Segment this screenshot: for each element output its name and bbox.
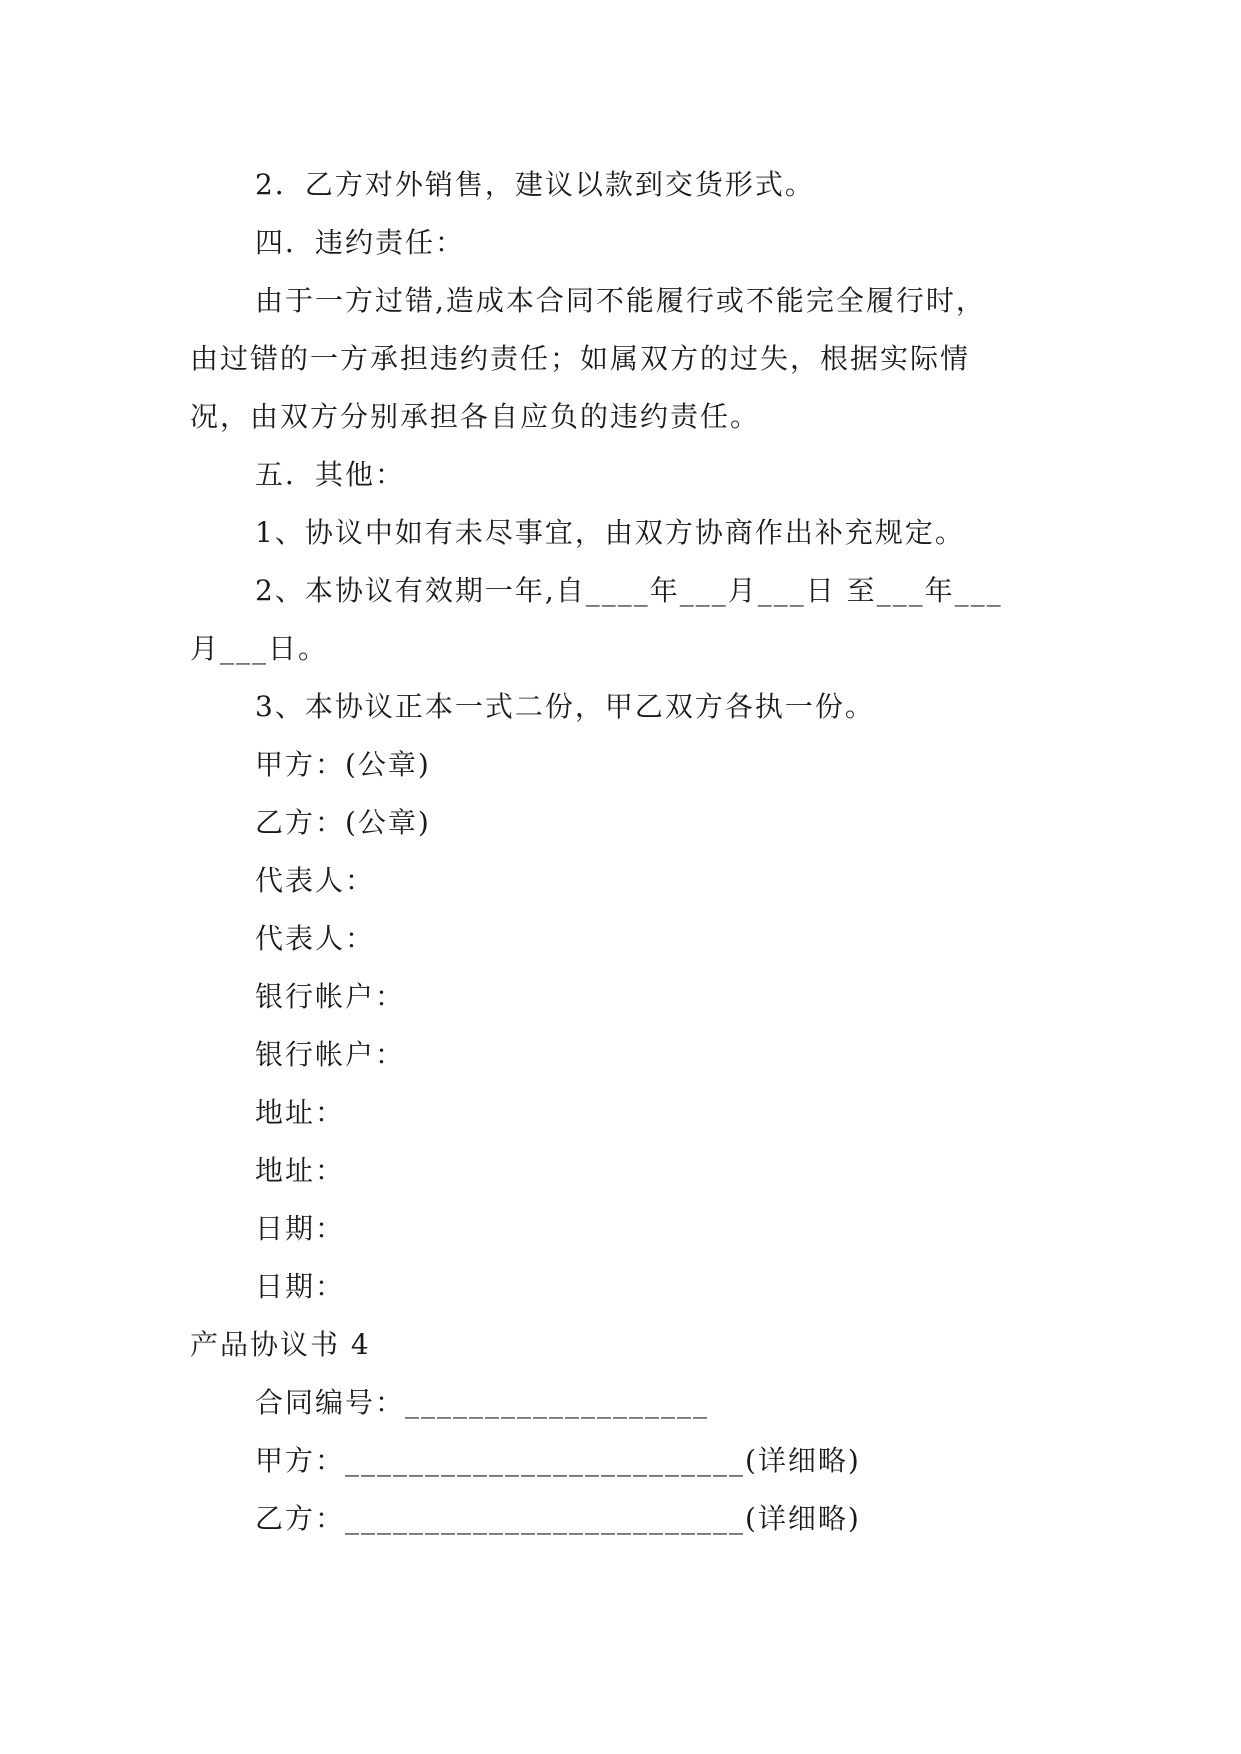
date-a: 日期： bbox=[255, 1212, 346, 1245]
section-4-paragraph-line-2: 由过错的一方承担违约责任；如属双方的过失，根据实际情 bbox=[190, 342, 971, 375]
representative-b: 代表人： bbox=[255, 922, 376, 955]
party-a-seal: 甲方：(公章) bbox=[255, 748, 431, 781]
section-4-paragraph-line-3: 况，由双方分别承担各自应负的违约责任。 bbox=[190, 400, 761, 433]
section-4-paragraph-line-1: 由于一方过错,造成本合同不能履行或不能完全履行时， bbox=[255, 284, 986, 317]
section-5-item-3: 3、本协议正本一式二份，甲乙双方各执一份。 bbox=[255, 690, 875, 723]
address-b: 地址： bbox=[255, 1154, 346, 1187]
address-a: 地址： bbox=[255, 1096, 346, 1129]
party-b-field: 乙方：_________________________(详细略) bbox=[255, 1502, 861, 1535]
date-b: 日期： bbox=[255, 1270, 346, 1303]
section-5-heading: 五．其他： bbox=[255, 458, 406, 491]
bank-account-a: 银行帐户： bbox=[255, 980, 406, 1013]
party-b-seal: 乙方：(公章) bbox=[255, 806, 431, 839]
section-5-item-2-line-2: 月___日。 bbox=[190, 632, 329, 665]
section-5-item-1: 1、协议中如有未尽事宜，由双方协商作出补充规定。 bbox=[255, 516, 965, 549]
section-4-heading: 四．违约责任： bbox=[255, 226, 466, 259]
contract-number: 合同编号：___________________ bbox=[255, 1386, 710, 1419]
clause-3-item-2: 2．乙方对外销售，建议以款到交货形式。 bbox=[255, 168, 815, 201]
bank-account-b: 银行帐户： bbox=[255, 1038, 406, 1071]
section-5-item-2-line-1: 2、本协议有效期一年,自____年___月___日 至___年___ bbox=[255, 574, 1003, 607]
representative-a: 代表人： bbox=[255, 864, 376, 897]
agreement-4-title: 产品协议书 4 bbox=[190, 1328, 371, 1361]
party-a-field: 甲方：_________________________(详细略) bbox=[255, 1444, 861, 1477]
